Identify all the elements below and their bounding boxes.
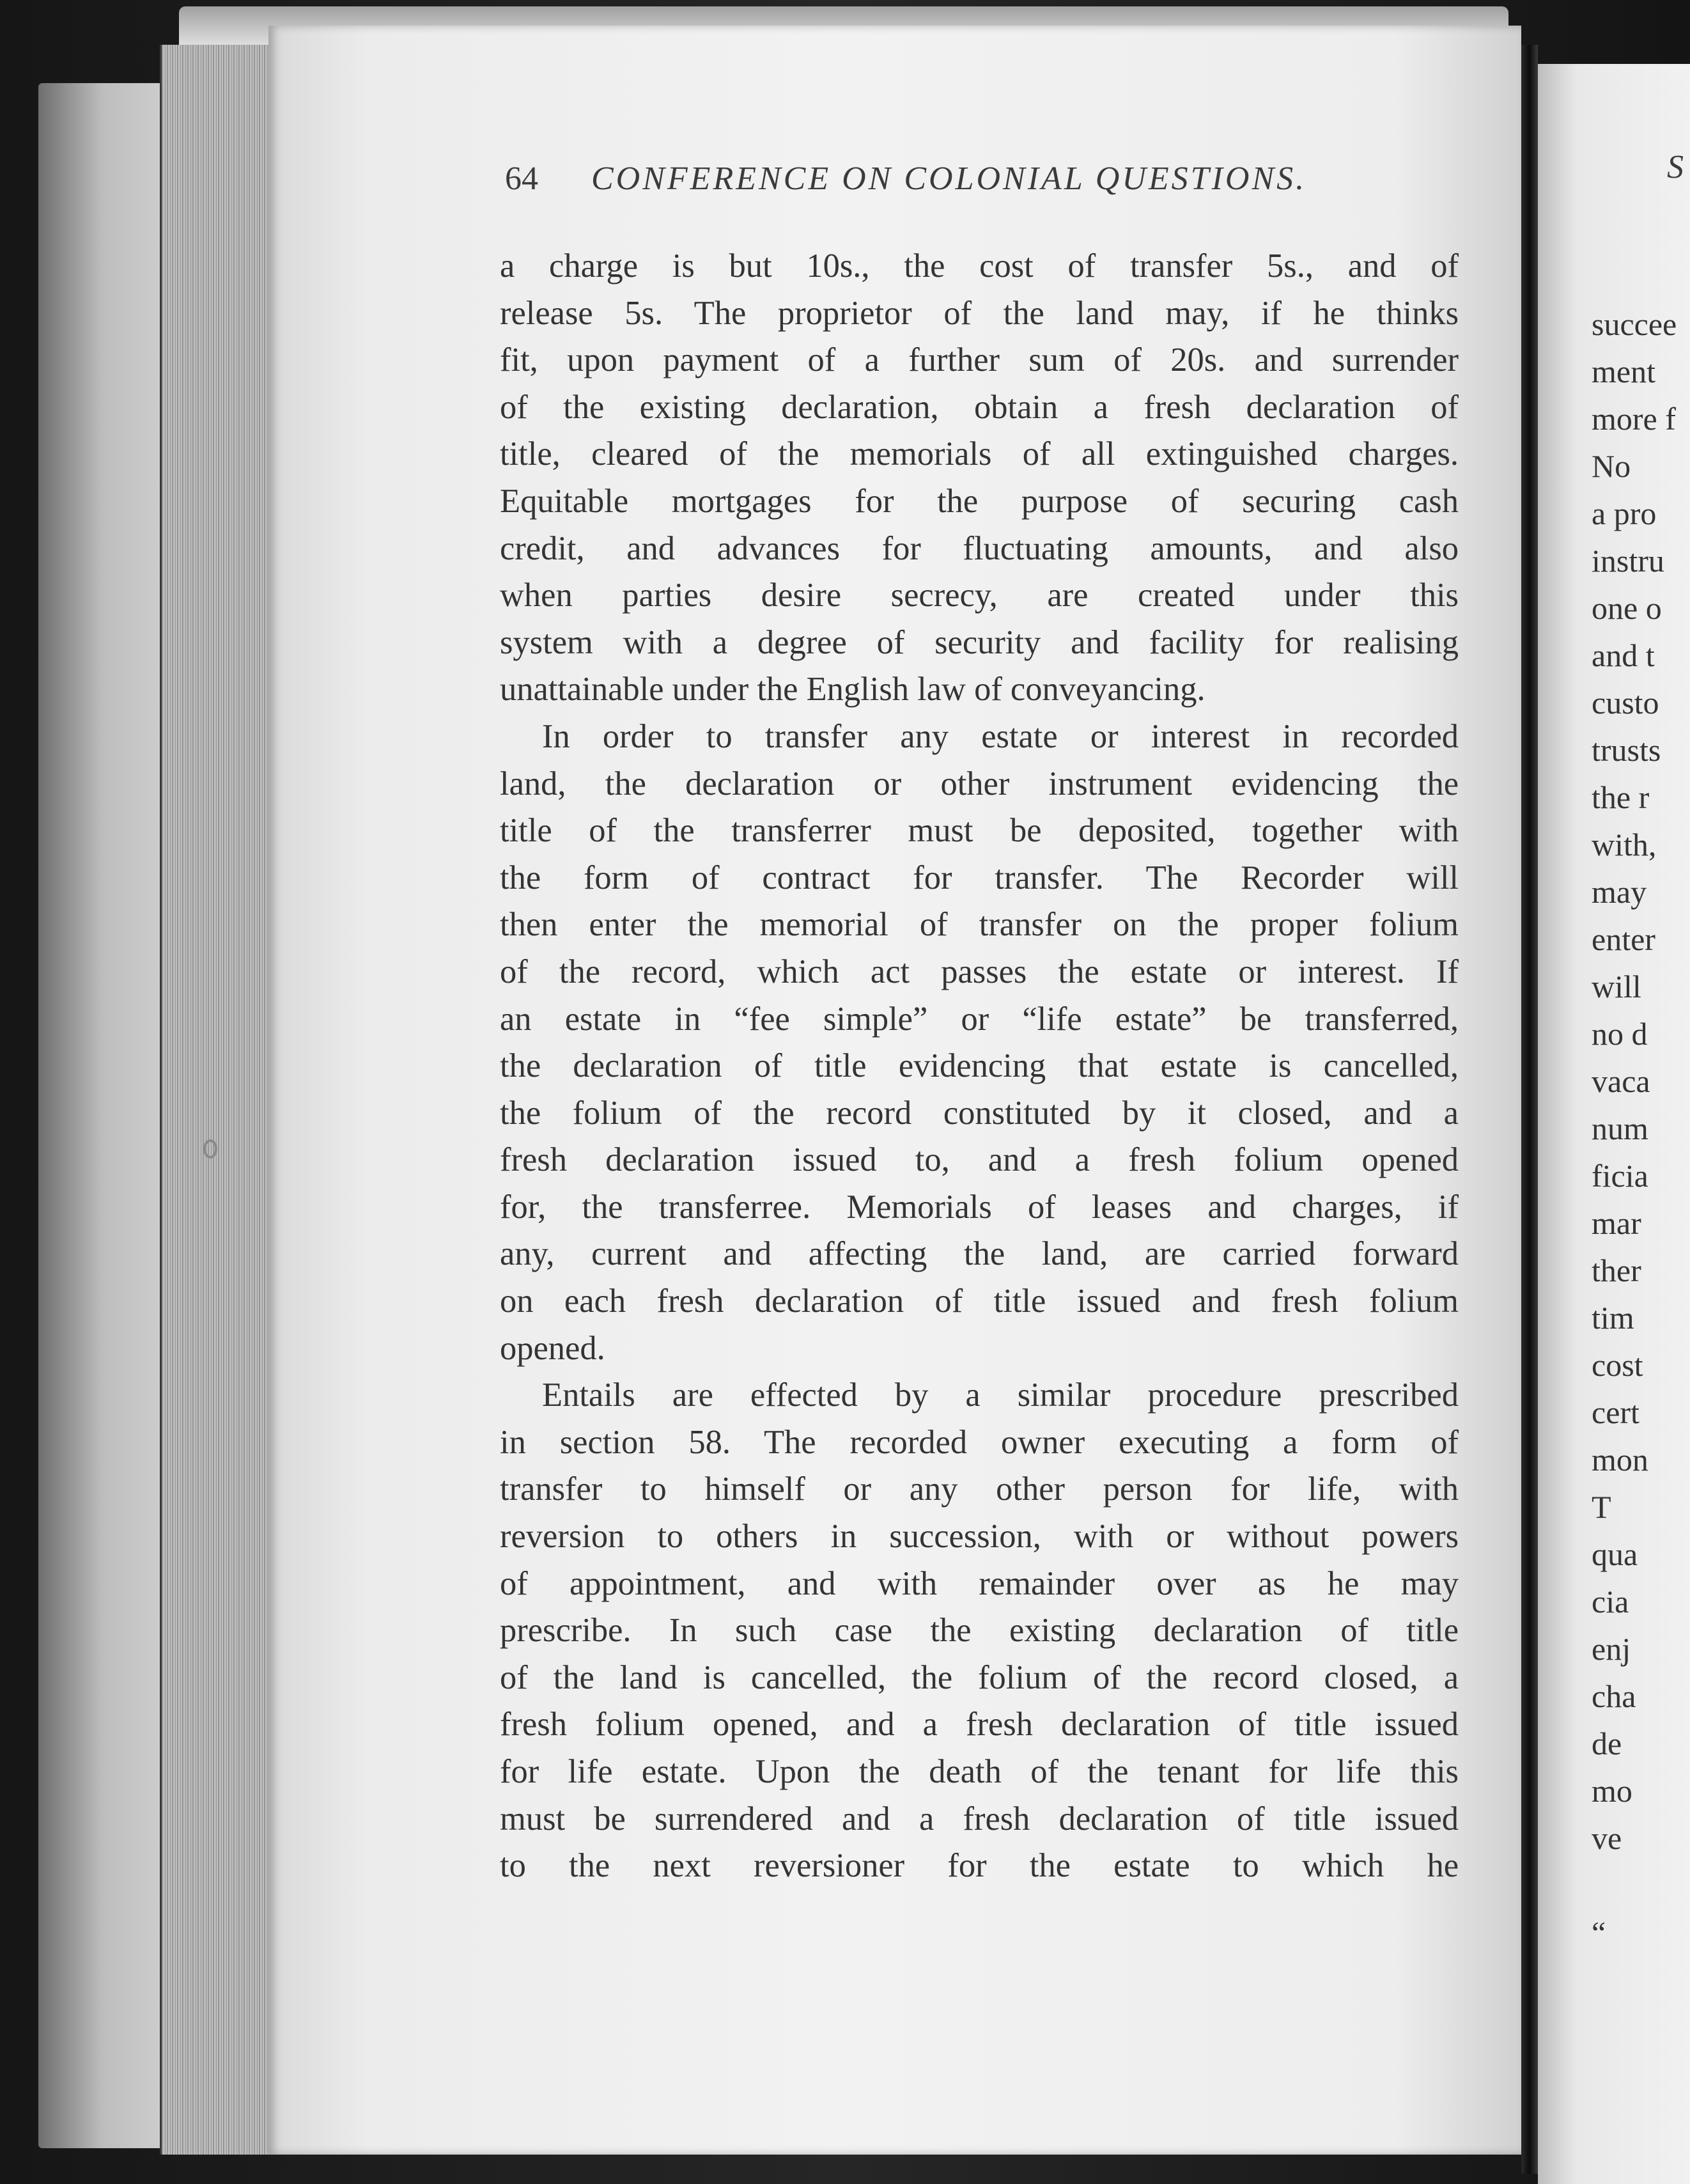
text-line: land, the declaration or other instrument evidencing the: [500, 765, 1459, 802]
text-line: must be surrendered and a fresh declaration of title issued: [500, 1800, 1459, 1837]
text-line: a charge is but 10s., the cost of transfer 5s., and of: [500, 247, 1459, 285]
right-page: [1538, 64, 1690, 2184]
text-line: of the existing declaration, obtain a fresh declaration of: [500, 388, 1459, 426]
text-line-fragment: num: [1592, 1111, 1648, 1146]
text-line: title of the transferrer must be deposited, together with: [500, 812, 1459, 850]
text-line-fragment: the r: [1592, 779, 1650, 815]
text-line-fragment: may: [1592, 874, 1647, 910]
text-line-fragment: “: [1592, 1915, 1606, 1951]
text-line: unattainable under the English law of conveyancing.: [500, 671, 1205, 708]
text-line: an estate in “fee simple” or “life estate” be transferred,: [500, 1000, 1459, 1038]
text-line-fragment: will: [1592, 969, 1641, 1004]
text-line-fragment: cost: [1592, 1347, 1643, 1383]
right-page-body-text: [1592, 300, 1677, 1956]
text-line: any, current and affecting the land, are carried forward: [500, 1235, 1459, 1273]
scan-speck: [203, 1139, 217, 1158]
text-line: transfer to himself or any other person for life, with: [500, 1470, 1459, 1508]
text-line-fragment: enj: [1592, 1631, 1631, 1667]
text-line: Entails are effected by a similar procedure prescribed: [542, 1377, 1459, 1414]
text-line-fragment: a pro: [1592, 495, 1657, 531]
text-line: release 5s. The proprietor of the land may, if he thinks: [500, 294, 1459, 332]
text-line: when parties desire secrecy, are created under this: [500, 577, 1459, 614]
text-line: system with a degree of security and facility for realising: [500, 623, 1459, 661]
text-line-fragment: mon: [1592, 1442, 1648, 1478]
text-line-fragment: instru: [1592, 543, 1664, 579]
text-line-fragment: no d: [1592, 1016, 1648, 1052]
text-line: of the record, which act passes the estate or interest. If: [500, 953, 1459, 990]
text-line: In order to transfer any estate or interest in recorded: [542, 717, 1459, 755]
text-line: of appointment, and with remainder over as he may: [500, 1564, 1459, 1602]
text-line-fragment: No: [1592, 448, 1631, 484]
text-line: then enter the memorial of transfer on the proper folium: [500, 906, 1459, 944]
text-line-fragment: custo: [1592, 685, 1659, 721]
text-line-fragment: tim: [1592, 1300, 1634, 1336]
text-line-fragment: ficia: [1592, 1158, 1648, 1194]
text-line-fragment: and t: [1592, 637, 1655, 673]
text-line-fragment: vaca: [1592, 1063, 1650, 1099]
text-line-fragment: succee: [1592, 306, 1677, 342]
text-line: Equitable mortgages for the purpose of securing cash: [500, 482, 1459, 520]
text-line: to the next reversioner for the estate to which he: [500, 1847, 1459, 1885]
text-line: on each fresh declaration of title issued and fresh folium: [500, 1283, 1459, 1320]
text-line-fragment: ment: [1592, 354, 1655, 389]
text-line-fragment: cha: [1592, 1678, 1636, 1714]
text-line: reversion to others in succession, with or without powers: [500, 1518, 1459, 1556]
text-line-fragment: qua: [1592, 1536, 1638, 1572]
text-line: title, cleared of the memorials of all extinguished charges.: [500, 435, 1459, 473]
text-line-fragment: more f: [1592, 401, 1676, 437]
text-line: fresh folium opened, and a fresh declaration of title issued: [500, 1706, 1459, 1743]
text-line: fit, upon payment of a further sum of 20s. and surrender: [500, 341, 1459, 379]
text-line-fragment: T: [1592, 1489, 1611, 1525]
text-line-fragment: [1592, 1862, 1677, 1909]
text-line: in section 58. The recorded owner executing a form of: [500, 1423, 1459, 1461]
text-line-fragment: mar: [1592, 1205, 1641, 1241]
text-line-fragment: trusts: [1592, 732, 1661, 768]
text-line-fragment: ve: [1592, 1820, 1622, 1856]
text-line: for life estate. Upon the death of the tenant for life this: [500, 1753, 1459, 1790]
text-line: the form of contract for transfer. The Recorder will: [500, 859, 1459, 896]
text-line: prescribe. In such case the existing declaration of title: [500, 1612, 1459, 1650]
text-line-fragment: cert: [1592, 1394, 1640, 1430]
text-line-fragment: cia: [1592, 1584, 1629, 1619]
text-line: of the land is cancelled, the folium of the record closed, a: [500, 1658, 1459, 1696]
text-line-fragment: one o: [1592, 590, 1662, 626]
text-line: opened.: [500, 1329, 605, 1367]
text-line: for, the transferree. Memorials of leases and charges, if: [500, 1188, 1459, 1226]
text-line-fragment: de: [1592, 1726, 1622, 1761]
text-line: the folium of the record constituted by it closed, and a: [500, 1094, 1459, 1132]
left-page-body-text: [500, 243, 1459, 1890]
running-title: CONFERENCE ON COLONIAL QUESTIONS.: [591, 160, 1307, 197]
text-line: credit, and advances for fluctuating amounts, and also: [500, 529, 1459, 567]
right-page-header-fragment: S: [1667, 149, 1684, 185]
page-number: 64: [505, 160, 538, 197]
text-line-fragment: with,: [1592, 827, 1657, 862]
text-line-fragment: ther: [1592, 1252, 1641, 1288]
text-line: fresh declaration issued to, and a fresh folium opened: [500, 1141, 1459, 1179]
text-line-fragment: mo: [1592, 1773, 1632, 1809]
text-line: the declaration of title evidencing that estate is cancelled,: [500, 1047, 1459, 1085]
text-line-fragment: enter: [1592, 921, 1655, 957]
book-gutter: [1521, 45, 1538, 2174]
